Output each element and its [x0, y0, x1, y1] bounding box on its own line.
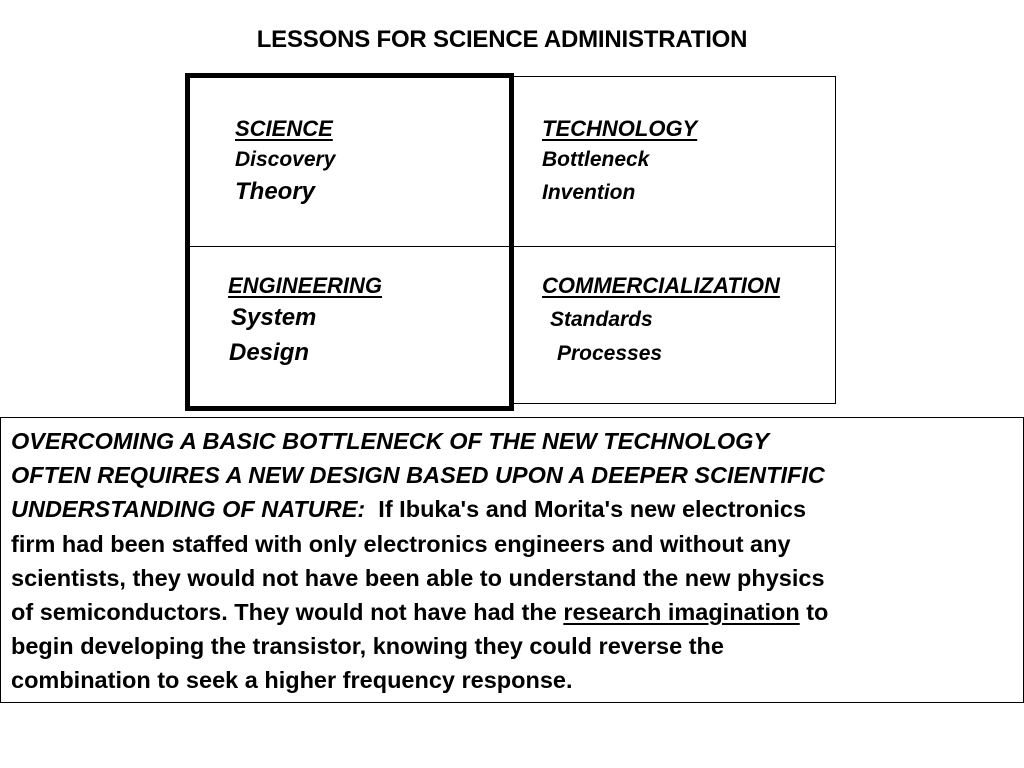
technology-heading: TECHNOLOGY	[542, 116, 698, 141]
paragraph-line-6-post: to	[806, 599, 829, 625]
paragraph-line-3-text: If Ibuka's and Morita's new electronics	[378, 496, 807, 522]
commercialization-heading: COMMERCIALIZATION	[542, 273, 780, 298]
page-title: LESSONS FOR SCIENCE ADMINISTRATION	[256, 26, 748, 53]
commercialization-standards: Standards	[550, 308, 653, 331]
paragraph-line-6-pre: of semiconductors. They would not have had the	[11, 599, 557, 625]
lesson-paragraph-box	[0, 417, 1024, 703]
engineering-design: Design	[229, 339, 310, 366]
paragraph-line-2: OFTEN REQUIRES A NEW DESIGN BASED UPON A DEEPER SCIENTIFIC	[11, 462, 825, 488]
paragraph-line-3	[11, 496, 806, 523]
paragraph-line-5: scientists, they would not have been able to understand the new physics	[11, 565, 825, 591]
paragraph-line-7: begin developing the transistor, knowing they could reverse the	[11, 633, 724, 659]
technology-invention: Invention	[542, 181, 636, 204]
paragraph-line-1: OVERCOMING A BASIC BOTTLENECK OF THE NEW TECHNOLOGY	[11, 428, 770, 454]
paragraph-emphasis-tail: UNDERSTANDING OF NATURE:	[11, 496, 366, 522]
science-discovery: Discovery	[235, 148, 336, 171]
engineering-system: System	[231, 304, 317, 331]
paragraph-line-8: combination to seek a higher frequency response.	[11, 667, 573, 693]
engineering-heading: ENGINEERING	[228, 273, 383, 298]
commercialization-processes: Processes	[557, 342, 663, 365]
technology-bottleneck: Bottleneck	[542, 148, 650, 171]
paragraph-line-4: firm had been staffed with only electronics engineers and without any	[11, 531, 791, 557]
science-heading: SCIENCE	[235, 116, 333, 141]
research-imagination-underlined: research imagination	[563, 599, 800, 625]
paragraph-line-6	[11, 599, 828, 626]
science-theory: Theory	[235, 178, 316, 205]
